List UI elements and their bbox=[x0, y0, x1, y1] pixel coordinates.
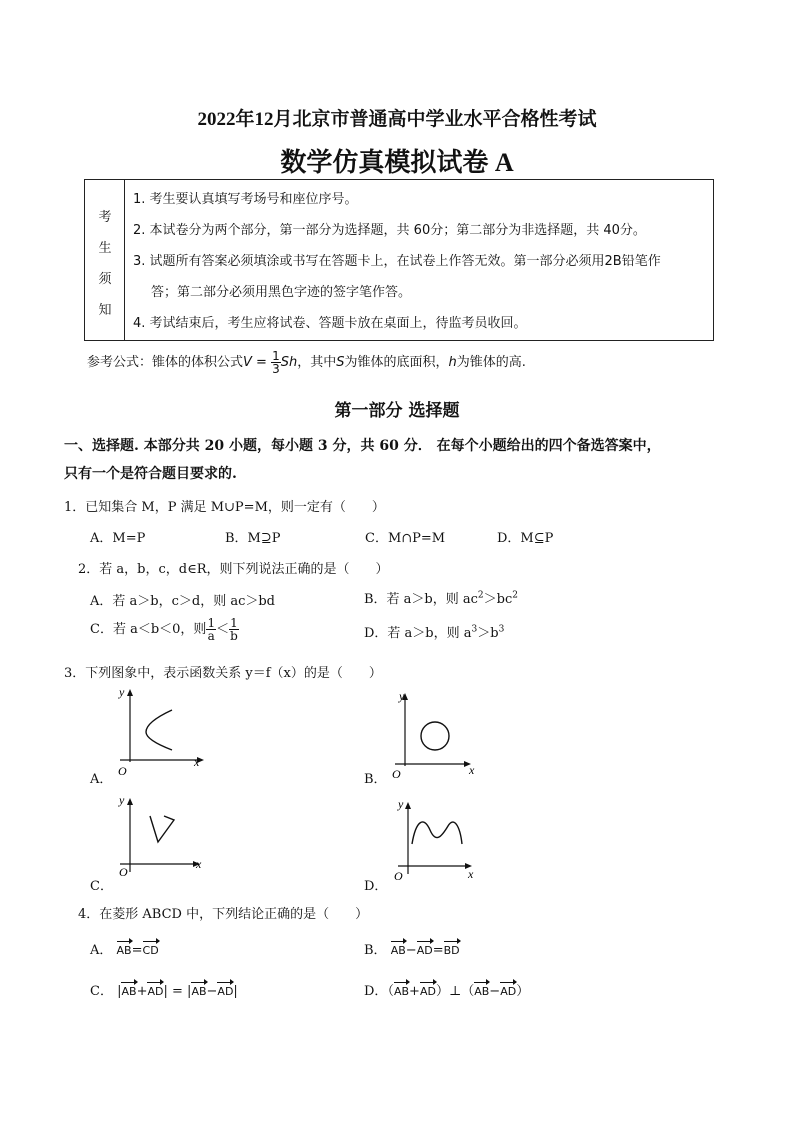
circle-curve bbox=[421, 722, 449, 750]
notice-char: 生 bbox=[98, 241, 112, 256]
reference-formula bbox=[87, 350, 526, 375]
q2-b-text: ＞bc bbox=[483, 592, 513, 607]
frac-den: a bbox=[207, 629, 215, 643]
wave-curve bbox=[412, 822, 462, 844]
paren-left: （ bbox=[461, 984, 475, 999]
abs-bar: | bbox=[187, 984, 192, 999]
q2-option-b[interactable] bbox=[364, 588, 518, 607]
vector-ad: AD bbox=[500, 985, 517, 998]
op-minus: − bbox=[405, 943, 417, 958]
paren-right: ） bbox=[516, 984, 530, 999]
vector-ab: AB bbox=[390, 944, 406, 957]
frac-num: 1 bbox=[230, 616, 238, 630]
axis-label-x: x bbox=[194, 755, 200, 769]
axis-label-y: y bbox=[119, 793, 125, 807]
q3-graph-d bbox=[390, 796, 490, 886]
q4-a-label: A． bbox=[90, 943, 113, 958]
notice-item: 4. 考试结束后，考生应将试卷、答题卡放在桌面上，待监考员收回。 bbox=[133, 316, 527, 331]
op-eq: = bbox=[172, 984, 183, 999]
q4-b-label: B． bbox=[364, 943, 387, 958]
vector-ad: AD bbox=[217, 985, 234, 998]
q2-d-text: D．若 a＞b，则 a bbox=[364, 626, 472, 641]
abs-bar: | bbox=[163, 984, 168, 999]
formula-fraction bbox=[271, 350, 281, 375]
vector-bd: BD bbox=[443, 944, 460, 957]
q2-c-lt: ＜ bbox=[216, 622, 230, 637]
q4-d-label: D． bbox=[364, 984, 388, 999]
formula-h: h bbox=[448, 355, 457, 370]
formula-text: ，其中 bbox=[297, 355, 337, 370]
q2-stem: 2．若 a，b，c，d∈R，则下列说法正确的是（ ） bbox=[78, 562, 389, 577]
q1-option-d[interactable]: D．M⊆P bbox=[497, 531, 554, 546]
vector-ad: AD bbox=[147, 985, 164, 998]
axis-label-x: x bbox=[468, 867, 474, 881]
op-eq: = bbox=[131, 943, 143, 958]
q2-b-sup: 2 bbox=[477, 590, 484, 601]
y-axis-arrow-icon bbox=[127, 689, 133, 696]
frac-num: 1 bbox=[207, 616, 216, 630]
op-perp: ⊥ bbox=[448, 984, 462, 999]
paren-left: （ bbox=[387, 984, 394, 999]
q1-option-b[interactable]: B．M⊇P bbox=[225, 531, 281, 546]
q3-graph-a bbox=[110, 685, 210, 778]
axis-label-y: y bbox=[119, 685, 125, 699]
notice-char: 考 bbox=[98, 210, 112, 225]
axis-label-x: x bbox=[469, 763, 475, 777]
op-plus: + bbox=[136, 984, 148, 999]
y-axis-arrow-icon bbox=[127, 798, 133, 805]
q4-option-c[interactable] bbox=[90, 980, 238, 999]
zigzag-curve bbox=[150, 816, 174, 842]
formula-text: 为锥体的高. bbox=[456, 355, 526, 370]
op-minus: − bbox=[206, 984, 218, 999]
q3-stem: 3．下列图象中，表示函数关系 y＝f（x）的是（ ） bbox=[64, 666, 382, 681]
fraction-den: 3 bbox=[272, 362, 280, 376]
q2-b-text: B．若 a＞b，则 ac bbox=[364, 592, 478, 607]
q1-option-c[interactable]: C．M∩P=M bbox=[365, 531, 446, 546]
formula-v: V = bbox=[243, 355, 267, 370]
axis-label-y: y bbox=[399, 689, 405, 703]
notice-char: 须 bbox=[98, 272, 112, 287]
q3-option-a[interactable]: A． bbox=[90, 772, 113, 787]
exam-subtitle: 数学仿真模拟试卷 A bbox=[280, 148, 514, 177]
curve-sideways bbox=[146, 710, 172, 750]
op-minus: − bbox=[489, 984, 501, 999]
vector-cd: CD bbox=[142, 944, 159, 957]
formula-s: S bbox=[336, 355, 345, 370]
q4-stem: 4．在菱形 ABCD 中，下列结论正确的是（ ） bbox=[78, 907, 369, 922]
q2-b-sup: 2 bbox=[512, 590, 518, 601]
formula-sh: Sh bbox=[280, 355, 298, 370]
op-eq: = bbox=[432, 943, 444, 958]
q2-option-d[interactable] bbox=[364, 622, 504, 641]
q3-graph-c bbox=[110, 792, 210, 882]
fraction-num: 1 bbox=[272, 349, 280, 363]
vector-ab: AB bbox=[121, 985, 137, 998]
q2-option-c[interactable] bbox=[90, 617, 239, 642]
q3-option-b[interactable]: B． bbox=[364, 772, 387, 787]
notice-item: 3. 试题所有答案必须填涂或书写在答题卡上，在试卷上作答无效。第一部分必须用2B铅笔作 bbox=[133, 254, 661, 269]
q2-option-a[interactable]: A．若 a＞b，c＞d，则 ac＞bd bbox=[90, 594, 276, 609]
notice-item: 2. 本试卷分为两个部分，第一部分为选择题，共 60分；第二部分为非选择题，共 40分。 bbox=[133, 223, 646, 238]
vector-ab: AB bbox=[393, 985, 410, 998]
vector-ad: AD bbox=[419, 985, 436, 998]
paren-right: ） bbox=[435, 984, 449, 999]
notice-side-label bbox=[85, 180, 125, 340]
q1-stem: 1．已知集合 M，P 满足 M∪P=M，则一定有（ ） bbox=[64, 500, 385, 515]
q1-option-a[interactable]: A．M=P bbox=[90, 531, 146, 546]
abs-bar: | bbox=[233, 984, 238, 999]
origin-label: O bbox=[394, 869, 403, 883]
part1-title: 第一部分 选择题 bbox=[334, 401, 460, 421]
vector-ab: AB bbox=[474, 985, 490, 998]
q2-d-sup: 3 bbox=[498, 624, 505, 635]
q4-option-b[interactable] bbox=[364, 939, 460, 958]
q3-option-d[interactable]: D． bbox=[364, 879, 388, 894]
q2-c-text: C．若 a＜b＜0，则 bbox=[90, 622, 207, 637]
axis-label-y: y bbox=[398, 797, 404, 811]
vector-ad: AD bbox=[416, 944, 433, 957]
notice-char: 知 bbox=[98, 303, 112, 318]
notice-item: 答；第二部分必须用黑色字迹的签字笔作答。 bbox=[151, 285, 412, 300]
vector-ab: AB bbox=[116, 944, 132, 957]
part1-intro-line2: 只有一个是符合题目要求的. bbox=[64, 466, 237, 482]
part1-intro-line1: 一、选择题. 本部分共 20 小题，每小题 3 分，共 60 分． 在每个小题给出的四个备选答案中， bbox=[64, 438, 661, 454]
frac-den: b bbox=[230, 629, 238, 643]
q2-d-sup: 3 bbox=[471, 624, 478, 635]
op-plus: + bbox=[409, 984, 420, 999]
y-axis-arrow-icon bbox=[405, 802, 411, 809]
notice-box bbox=[84, 179, 714, 341]
origin-label: O bbox=[392, 767, 401, 781]
axis-label-x: x bbox=[196, 857, 202, 871]
q4-c-label: C． bbox=[90, 984, 113, 999]
exam-title: 2022年12月北京市普通高中学业水平合格性考试 bbox=[197, 109, 597, 130]
vector-ab: AB bbox=[191, 985, 207, 998]
abs-bar: | bbox=[117, 984, 122, 999]
origin-label: O bbox=[118, 764, 127, 778]
q2-c-frac2 bbox=[229, 617, 239, 642]
formula-text: 为锥体的底面积， bbox=[344, 355, 449, 370]
notice-item: 1. 考生要认真填写考场号和座位序号。 bbox=[133, 192, 358, 207]
q3-option-c[interactable]: C． bbox=[90, 879, 113, 894]
q3-graph-b bbox=[385, 690, 485, 780]
formula-prefix: 参考公式：锥体的体积公式 bbox=[87, 355, 244, 370]
q2-d-text: ＞b bbox=[477, 626, 499, 641]
q4-option-a[interactable] bbox=[90, 939, 159, 958]
q2-c-frac1 bbox=[206, 617, 216, 642]
q4-option-d[interactable] bbox=[364, 980, 529, 999]
origin-label: O bbox=[119, 865, 128, 879]
